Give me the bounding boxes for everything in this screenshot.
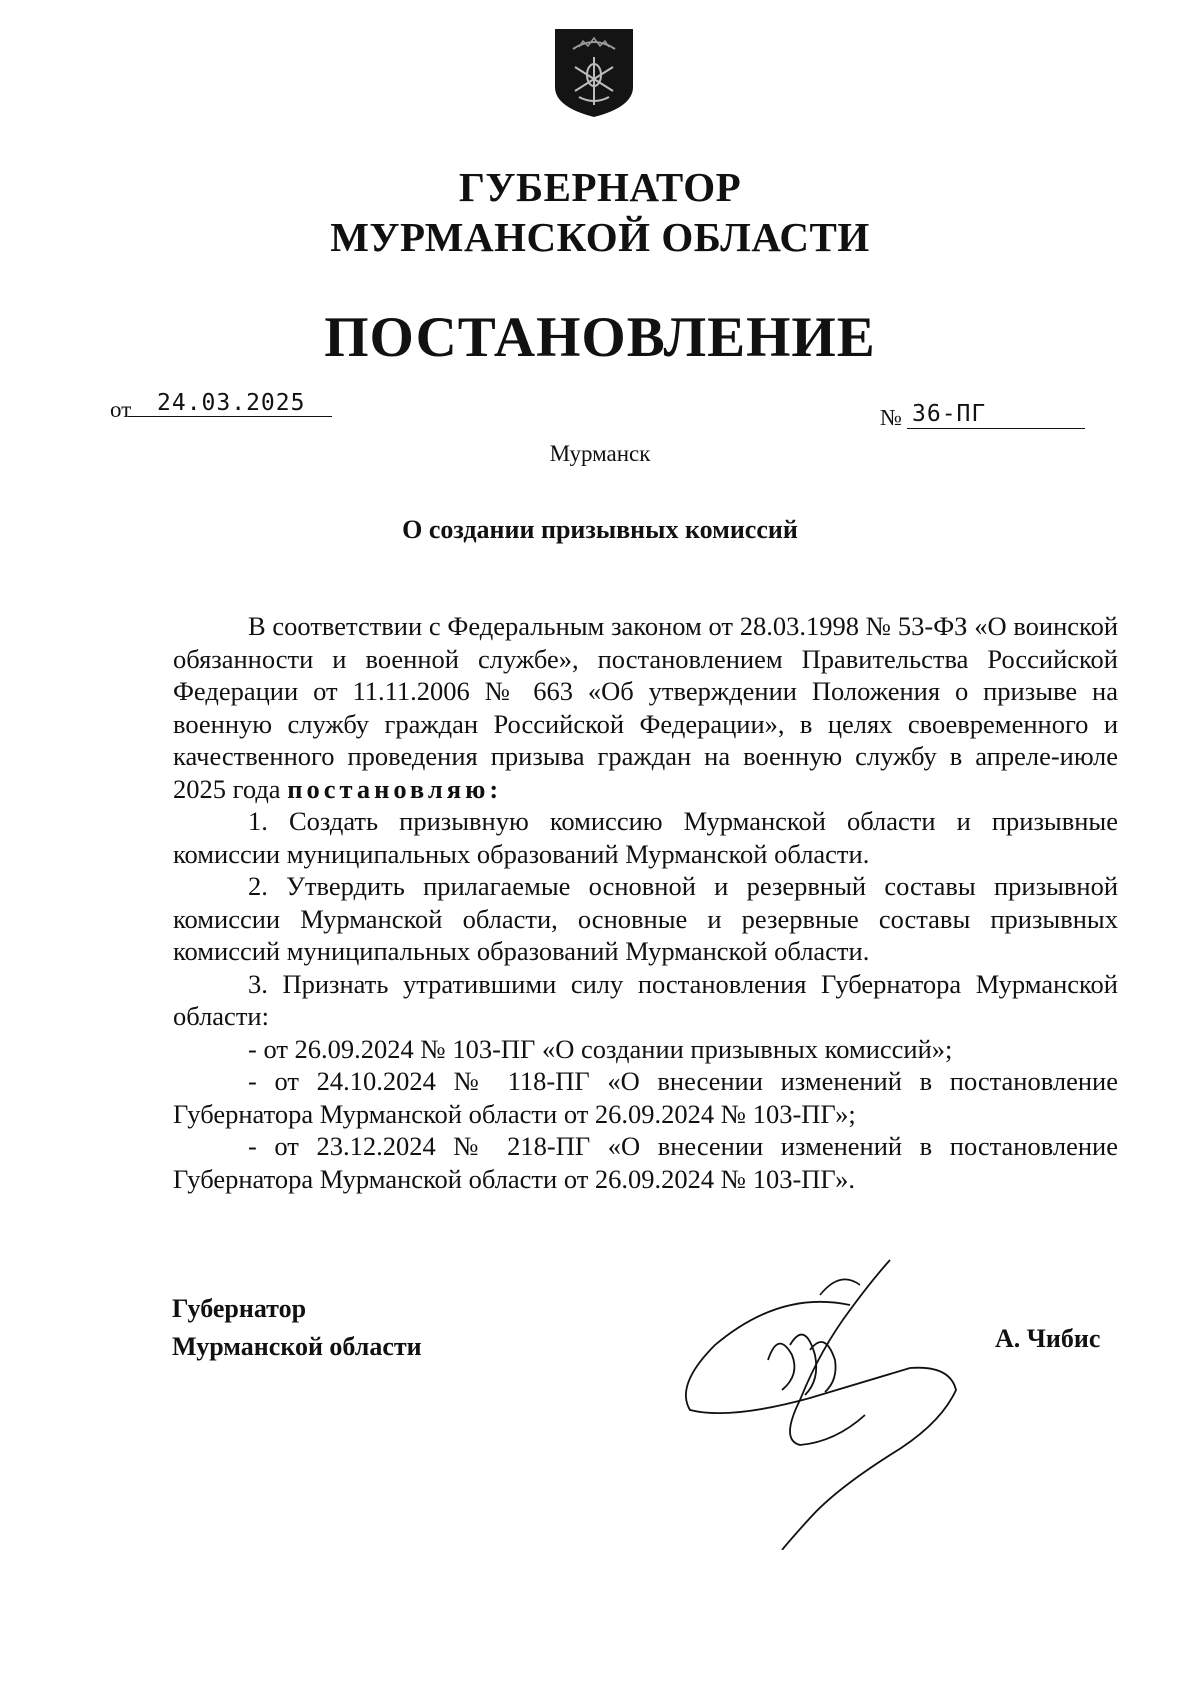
issuer-title-line2: МУРМАНСКОЙ ОБЛАСТИ [330, 214, 870, 260]
handwritten-signature [660, 1250, 990, 1550]
signatory-name: А. Чибис [995, 1324, 1101, 1353]
document-body [173, 610, 1118, 1195]
number-underline [907, 428, 1085, 429]
date-underline [128, 416, 332, 417]
document-type: ПОСТАНОВЛЕНИЕ [324, 306, 876, 369]
item-paragraph: - от 24.10.2024 № 118-ПГ «О внесении изменений в постановление Губернатора Мурманской области от 26.09.2024 № 103-ПГ»; [173, 1066, 1118, 1129]
signatory-title-line1: Губернатор [172, 1294, 307, 1323]
signatory-title-line2: Мурманской области [172, 1332, 422, 1361]
date-prefix: от [110, 397, 132, 422]
item-paragraph: - от 23.12.2024 № 218-ПГ «О внесении изменений в постановление Губернатора Мурманской области от 26.09.2024 № 103-ПГ». [173, 1131, 1118, 1194]
preamble-paragraph [173, 610, 1118, 805]
item-paragraph: 1. Создать призывную комиссию Мурманской области и призывные комиссии муниципальных образований Мурманской области. [173, 806, 1118, 869]
item-paragraph: 2. Утвердить прилагаемые основной и резервный составы призывной комиссии Мурманской области, основные и резервные составы призывных комиссий муниципальных образований Мурманской области. [173, 871, 1118, 966]
resolve-word: постановляю: [287, 773, 503, 804]
coat-of-arms-icon [553, 27, 635, 119]
issuer-title-line1: ГУБЕРНАТОР [458, 164, 742, 210]
number-prefix: № [880, 405, 902, 430]
signatory-title [172, 1290, 422, 1366]
item-paragraph: - от 26.09.2024 № 103-ПГ «О создании призывных комиссий»; [248, 1033, 953, 1064]
item-paragraph: 3. Признать утратившими силу постановления Губернатора Мурманской области: [173, 968, 1118, 1031]
preamble-text: В соответствии с Федеральным законом от 28.03.1998 № 53-ФЗ «О воинской обязанности и военной службе», постановлением Правительства Российской Федерации от 11.11.2006 № 663 «Об утверждении Положения о призыве на военную службу граждан Российской Федерации», в целях своевременного и качественного проведения призыва граждан на военную службу в апреле-июле 2025 года [173, 611, 1118, 804]
document-number: 36-ПГ [912, 401, 987, 427]
document-date: 24.03.2025 [157, 390, 306, 416]
city: Мурманск [549, 441, 651, 466]
document-subject: О создании призывных комиссий [402, 515, 798, 544]
